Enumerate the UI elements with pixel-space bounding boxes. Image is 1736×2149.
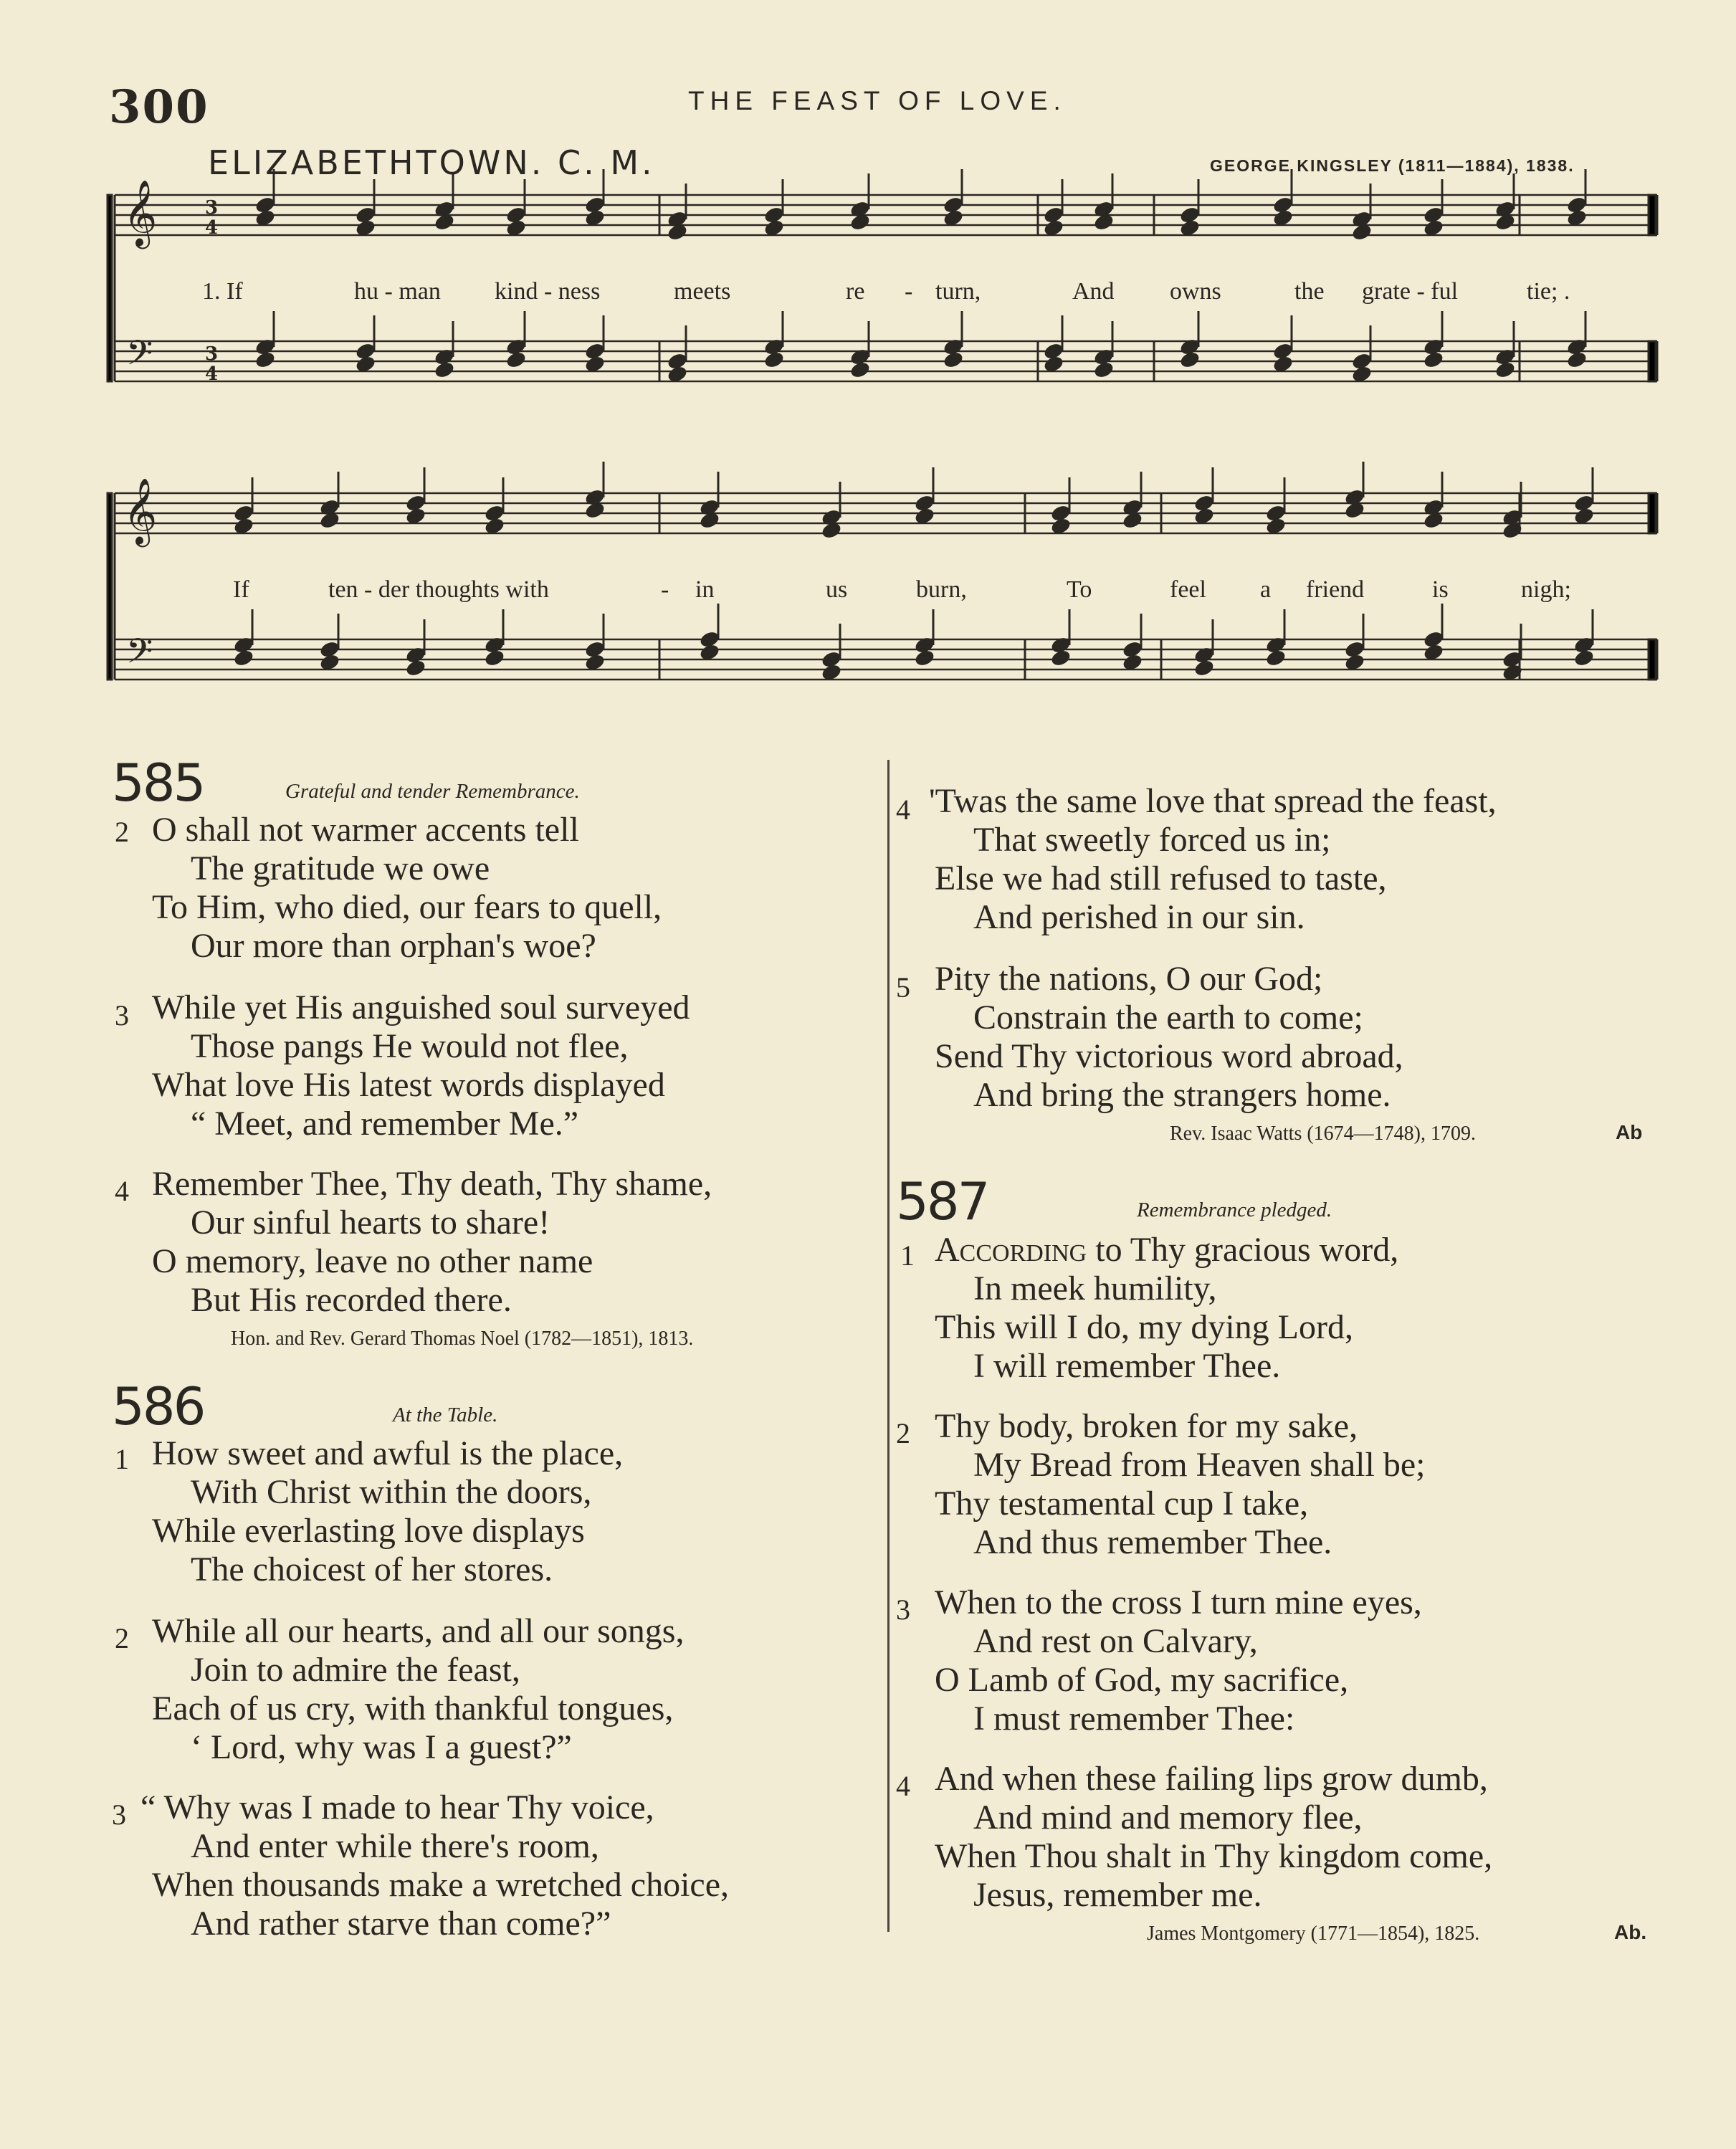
attribution-585: Hon. and Rev. Gerard Thomas Noel (1782—1851), 1813. [231, 1328, 694, 1350]
verse-line: But His recorded there. [191, 1281, 512, 1319]
time-signature-bottom: 4 [205, 363, 219, 385]
time-signature-bottom: 4 [205, 217, 219, 239]
system-brace [108, 195, 112, 381]
final-bar [1649, 341, 1656, 381]
lyric-s2-1: If [233, 576, 249, 603]
verse-line: Our sinful hearts to share! [191, 1204, 550, 1242]
verse-line: Thy testamental cup I take, [935, 1485, 1309, 1523]
verse-line: And thus remember Thee. [973, 1523, 1332, 1561]
lyric-s1-1: 1. If [202, 278, 243, 305]
running-title: THE FEAST OF LOVE. [688, 86, 1067, 115]
bass-clef-icon: 𝄢 [126, 333, 153, 381]
verse-line: This will I do, my dying Lord, [935, 1308, 1353, 1346]
verse-line: O memory, leave no other name [152, 1242, 593, 1280]
lyric-s1-10: the [1294, 278, 1325, 305]
hymn-number-585: 585 [112, 753, 204, 813]
hymn-heading-586: At the Table. [393, 1404, 498, 1426]
verse-line: And enter while there's room, [191, 1827, 599, 1865]
verse-line: The gratitude we owe [191, 849, 490, 887]
verse-line: O Lamb of God, my sacrifice, [935, 1661, 1349, 1699]
verse-line: And rather starve than come?” [191, 1905, 611, 1943]
verse-number: 4 [896, 794, 910, 826]
verse-line: While yet His anguished soul surveyed [152, 988, 690, 1026]
verse-line: O shall not warmer accents tell [152, 811, 579, 849]
verse-number: 5 [896, 971, 910, 1004]
lyric-s1-11: grate - ful [1362, 278, 1459, 305]
attribution-587: James Montgomery (1771—1854), 1825. [1147, 1922, 1480, 1945]
verse-line: To Him, who died, our fears to quell, [152, 888, 662, 926]
verse-number: 1 [115, 1443, 129, 1475]
verse-line: How sweet and awful is the place, [152, 1434, 624, 1472]
lyric-s1-8: And [1072, 278, 1115, 305]
lyric-s1-6: - [905, 278, 913, 305]
verse-line: “ Meet, and remember Me.” [191, 1105, 579, 1143]
lyric-s2-9: a [1260, 576, 1272, 603]
hymn-heading-587: Remembrance pledged. [1137, 1199, 1332, 1221]
bass-clef-icon: 𝄢 [126, 631, 153, 680]
lyric-s2-3: - [661, 576, 669, 603]
verse-line: ‘ Lord, why was I a guest?” [191, 1728, 572, 1766]
lyric-s2-12: nigh; [1521, 576, 1571, 603]
bar-lines [108, 195, 1657, 680]
hymn-number-587: 587 [896, 1171, 988, 1231]
verse-line: While everlasting love displays [152, 1512, 585, 1550]
verse-number: 3 [112, 1798, 126, 1831]
lyric-s2-7: To [1067, 576, 1092, 603]
verse-line: Our more than orphan's woe? [191, 927, 596, 965]
verse-number: 3 [896, 1593, 910, 1626]
verse-line: Jesus, remember me. [973, 1876, 1262, 1914]
verse-number: 4 [896, 1770, 910, 1802]
verse-number: 3 [115, 999, 129, 1031]
tune-name: ELIZABETHTOWN. C. M. [208, 143, 655, 182]
final-bar [1649, 639, 1656, 680]
lyric-s1-2: hu - man [354, 278, 441, 305]
composer-credit: GEORGE KINGSLEY (1811—1884), 1838. [1210, 156, 1575, 175]
page-number: 300 [109, 80, 209, 134]
verse-line: With Christ within the doors, [191, 1473, 592, 1511]
lyric-s2-2: ten - der thoughts with [328, 576, 549, 603]
verse-line: That sweetly forced us in; [973, 821, 1331, 859]
verse-line: And when these failing lips grow dumb, [935, 1760, 1488, 1798]
verse-line: The choicest of her stores. [191, 1550, 553, 1588]
time-signature-top: 3 [205, 197, 219, 219]
lyric-s2-8: feel [1170, 576, 1206, 603]
verse-line-first [935, 1230, 1398, 1269]
note-heads [232, 169, 1595, 682]
verse-line: Send Thy victorious word abroad, [935, 1037, 1403, 1075]
lyric-s1-4: meets [674, 278, 731, 305]
lyric-s1-12: tie; . [1527, 278, 1570, 305]
lyric-s2-6: burn, [916, 576, 967, 603]
verse-line: In meek humility, [973, 1269, 1217, 1307]
final-bar [1649, 195, 1656, 235]
verse-line: When to the cross I turn mine eyes, [935, 1583, 1422, 1621]
staff-lines [115, 195, 1657, 680]
verse-line: And mind and memory flee, [973, 1798, 1363, 1836]
verse-line: While all our hearts, and all our songs, [152, 1612, 685, 1650]
verse-line: Each of us cry, with thankful tongues, [152, 1690, 674, 1728]
system-brace [108, 493, 112, 680]
first-word-caps: According [935, 1231, 1087, 1269]
lyric-s2-4: in [695, 576, 715, 603]
lyric-s2-5: us [826, 576, 848, 603]
verse-line: “ Why was I made to hear Thy voice, [140, 1788, 654, 1826]
first-line-rest: to Thy gracious word, [1087, 1231, 1399, 1269]
verse-line: Thy body, broken for my sake, [935, 1407, 1358, 1445]
verse-line: And bring the strangers home. [973, 1076, 1391, 1114]
lyric-s1-3: kind - ness [495, 278, 601, 305]
verse-line: Pity the nations, O our God; [935, 960, 1323, 998]
verse-number: 2 [115, 1622, 129, 1654]
verse-line: And perished in our sin. [973, 898, 1305, 936]
verse-line: When thousands make a wretched choice, [152, 1866, 730, 1904]
lyric-s2-10: friend [1306, 576, 1365, 603]
verse-line: And rest on Calvary, [973, 1622, 1258, 1660]
lyric-s1-9: owns [1170, 278, 1221, 305]
hymn-heading-585: Grateful and tender Remembrance. [285, 780, 580, 803]
attribution-mark-587: Ab. [1614, 1921, 1647, 1943]
verse-line: Those pangs He would not flee, [191, 1027, 629, 1065]
treble-clef-icon: 𝄞 [123, 477, 158, 544]
verse-line: My Bread from Heaven shall be; [973, 1446, 1426, 1484]
attribution-mark-586: Ab [1616, 1121, 1643, 1143]
final-bar [1649, 493, 1656, 533]
verse-line: I must remember Thee: [973, 1700, 1295, 1738]
verse-line: 'Twas the same love that spread the feast, [929, 782, 1497, 820]
treble-clef-icon: 𝄞 [123, 179, 158, 246]
music-score [0, 0, 1736, 717]
verse-line: Constrain the earth to come; [973, 999, 1363, 1037]
verse-number: 2 [115, 816, 129, 848]
column-divider [887, 760, 890, 1932]
lyric-s1-5: re [846, 278, 865, 305]
verse-number: 2 [896, 1417, 910, 1449]
verse-line: Else we had still refused to taste, [935, 859, 1387, 897]
verse-line: Remember Thee, Thy death, Thy shame, [152, 1165, 712, 1203]
hymn-number-586: 586 [112, 1376, 204, 1436]
clef-signs [123, 179, 218, 680]
verse-number: 4 [115, 1175, 129, 1207]
lyric-s2-11: is [1432, 576, 1449, 603]
lyric-s1-7: turn, [935, 278, 981, 305]
time-signature-top: 3 [205, 343, 219, 365]
verse-number: 1 [900, 1239, 915, 1272]
verse-line: When Thou shalt in Thy kingdom come, [935, 1837, 1493, 1875]
verse-line: What love His latest words displayed [152, 1066, 665, 1104]
verse-line: I will remember Thee. [973, 1347, 1281, 1385]
verse-line: Join to admire the feast, [191, 1651, 520, 1689]
attribution-586: Rev. Isaac Watts (1674—1748), 1709. [1170, 1123, 1476, 1145]
